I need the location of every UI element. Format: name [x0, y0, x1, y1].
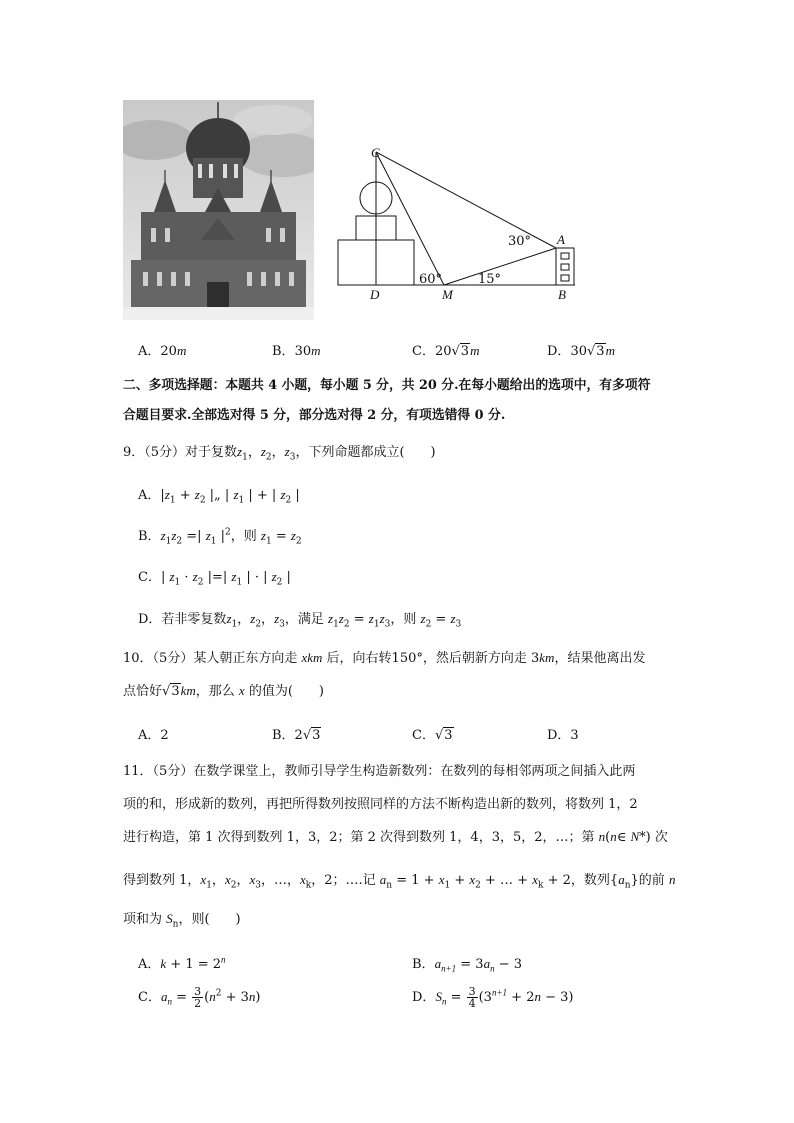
geometry-figure [330, 140, 590, 305]
label-d: D [370, 287, 380, 302]
label-a: A [557, 232, 565, 247]
q10-option-b: B．2√3 [272, 728, 321, 743]
q11-line1: 11．（5分）在数学课堂上，教师引导学生构造新数列：在数列的每相邻两项之间插入此两 [123, 764, 636, 779]
q11-line4: 得到数列 1，$x_1$，$x_2$，$x_3$，…，$x_k$，2；….记 $a_n = 1 + x_1 + x_2$ + … + $x_k + 2$，数列$\{a_n\}$的前 n [123, 872, 676, 891]
q10-option-d: D．3 [547, 728, 579, 743]
angle-30: 30° [508, 234, 532, 249]
q10-line1: 10．（5分）某人朝正东方向走 xkm 后，向右转150°，然后朝新方向走 3km，结果他离出发 [123, 650, 646, 666]
angle-15: 15° [478, 272, 502, 287]
q11-option-c: C．$a_n$ = $\frac{3}{2}$ $(n^2 + 3n)$ [138, 985, 261, 1010]
q10-option-c: C．√3 [412, 728, 453, 743]
angle-60: 60° [419, 272, 443, 287]
q8-option-d: D．30√3m [547, 343, 615, 359]
q10-option-a: A．2 [138, 728, 169, 743]
q9-option-a: A．$|z_1 + z_2$ |„ | $z_1$ | + | $z_2$ | [138, 487, 300, 506]
q11-line2: 项的和，形成新的数列，再把所得数列按照同样的方法不断构造出新的数列，将数列 1，2 [123, 797, 638, 812]
q9-option-c: C．| $z_1 \cdot z_2$ |=| $z_1$ | · | $z_2$ | [138, 569, 291, 588]
q11-option-a: A．$k + 1 = 2^n$ [138, 954, 226, 972]
q10-line2: 点恰好√3km，那么 x 的值为( ) [123, 683, 324, 699]
q8-option-c: C．20√3m [412, 343, 480, 359]
q9-option-d: D．若非零复数$z_1$，$z_2$，$z_3$，满足 $z_1z_2 = z_1z_3$，则 $z_2 = z_3$ [138, 611, 462, 630]
cathedral-photo [123, 100, 314, 320]
q11-option-d: D．$S_n$ = $\frac{3}{4}$ $(3^{n+1} + 2n - 3)$ [412, 985, 574, 1010]
q11-line3: 进行构造，第 1 次得到数列 1，3，2；第 2 次得到数列 1，4，3，5，2，…；第 n(n∈ N*) 次 [123, 829, 668, 845]
q8-option-a: A．20m [138, 343, 187, 359]
q8-option-b: B．30m [272, 343, 321, 359]
label-b: B [558, 287, 566, 302]
q9-option-b: B．$z_1z_2$ =| $z_1$ $|^2$，则 $z_1 = z_2$ [138, 527, 302, 547]
section2-line1: 二、多项选择题：本题共 4 小题，每小题 5 分，共 20 分.在每小题给出的选项中，有多项符 [123, 378, 651, 393]
q9-stem: 9．（5分）对于复数$z_1$，$z_2$，$z_3$，下列命题都成立( ) [123, 444, 436, 463]
label-c: C [371, 145, 380, 160]
section2-line2: 合题目要求.全部选对得 5 分，部分选对得 2 分，有项选错得 0 分. [123, 408, 506, 423]
q11-line5: 项和为 $S_n$，则( ) [123, 911, 241, 930]
label-m: M [442, 287, 453, 302]
q11-option-b: B．$a_{n+1} = 3a_n - 3$ [412, 956, 523, 974]
